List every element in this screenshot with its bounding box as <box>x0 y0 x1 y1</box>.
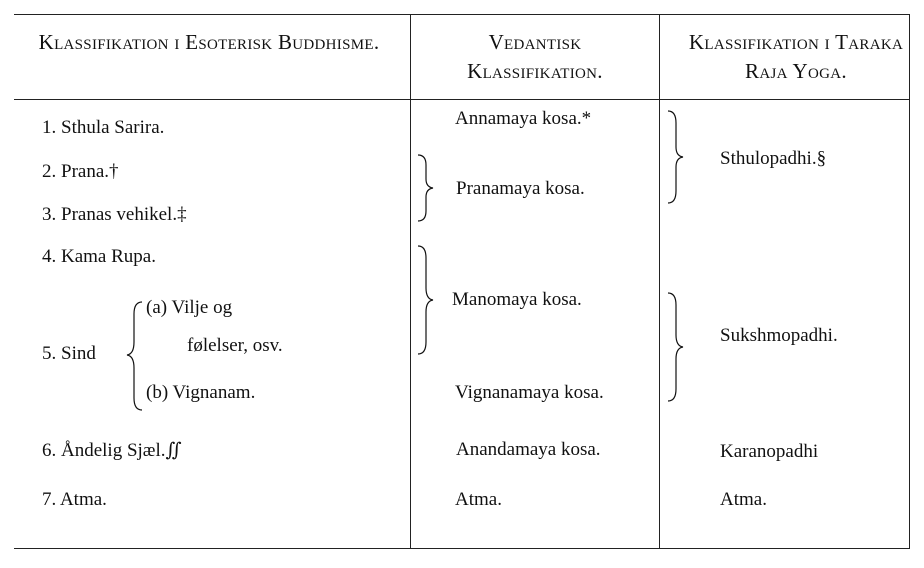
vedantic-item-3: Manomaya kosa. <box>452 289 582 310</box>
header-taraka-raja-yoga: Klassifikation i Taraka Raja Yoga. <box>688 30 904 83</box>
header-divider <box>14 99 910 100</box>
esoteric-item-5a-line2: følelser, osv. <box>187 335 283 356</box>
taraka-item-2: Sukshmopadhi. <box>720 325 838 346</box>
classification-table <box>14 14 910 549</box>
esoteric-item-1: 1. Sthula Sarira. <box>42 117 165 138</box>
esoteric-item-4: 4. Kama Rupa. <box>42 246 156 267</box>
table-right-border <box>909 14 910 549</box>
esoteric-item-7: 7. Atma. <box>42 489 107 510</box>
vedantic-item-4: Vignanamaya kosa. <box>455 382 604 403</box>
esoteric-item-2: 2. Prana.† <box>42 161 119 182</box>
header-vedantic: Vedantisk Klassifikation. <box>467 30 603 83</box>
esoteric-item-6: 6. Åndelig Sjæl.∬ <box>42 440 182 461</box>
vedantic-item-5: Anandamaya kosa. <box>456 439 601 460</box>
vedantic-item-2: Pranamaya kosa. <box>456 178 585 199</box>
table-bottom-border <box>14 548 910 549</box>
column-divider-2 <box>659 14 660 549</box>
esoteric-item-5: 5. Sind <box>42 343 96 364</box>
column-divider-1 <box>410 14 411 549</box>
taraka-item-4: Atma. <box>720 489 767 510</box>
taraka-item-1: Sthulopadhi.§ <box>720 148 827 169</box>
vedantic-item-1: Annamaya kosa.* <box>455 108 592 129</box>
table-top-border <box>14 14 910 15</box>
esoteric-item-5b: (b) Vignanam. <box>146 382 256 403</box>
esoteric-item-5a-line1: (a) Vilje og <box>146 297 233 318</box>
manomaya-brace <box>416 244 436 356</box>
taraka-item-3: Karanopadhi <box>720 441 819 462</box>
pranamaya-brace <box>416 153 436 223</box>
header-esoteric-buddhism: Klassifikation i Esoterisk Buddhisme. <box>38 30 380 54</box>
sind-brace <box>126 300 148 412</box>
sthulopadhi-brace <box>666 109 686 205</box>
vedantic-item-6: Atma. <box>455 489 502 510</box>
sukshmopadhi-brace <box>666 291 686 403</box>
esoteric-item-3: 3. Pranas vehikel.‡ <box>42 204 187 225</box>
